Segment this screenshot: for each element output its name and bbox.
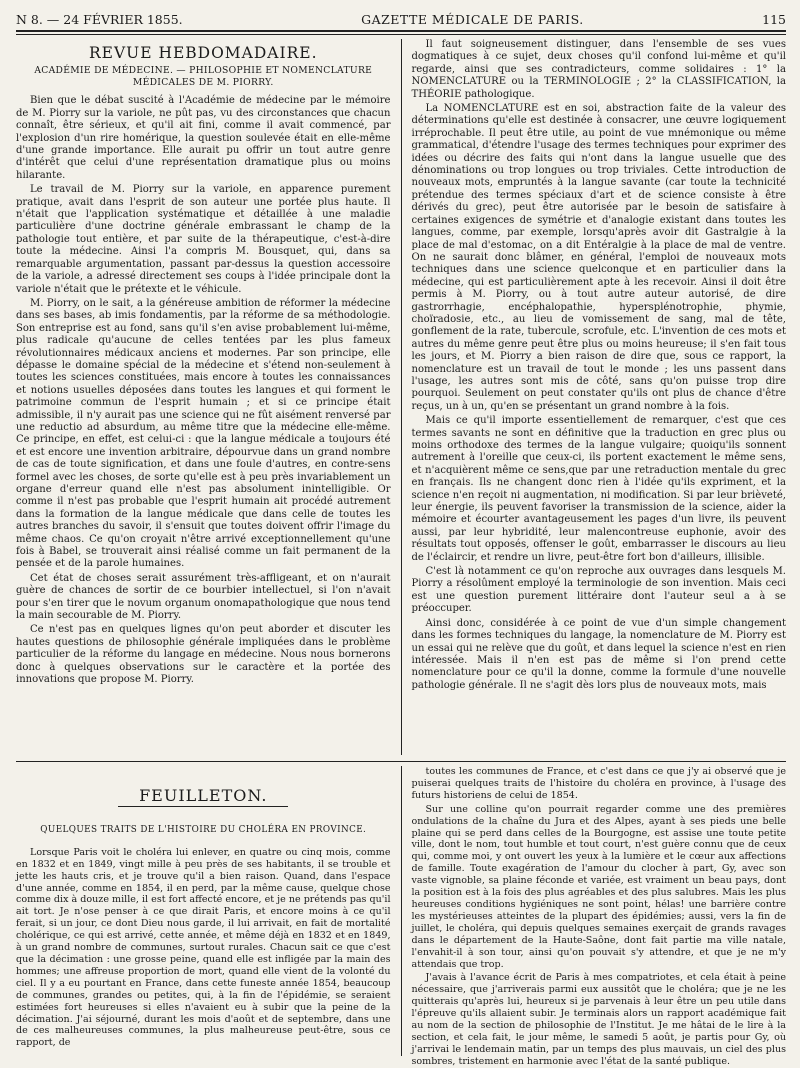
revue-paragraph: Ainsi donc, considérée à ce point de vue d'un simple changement dans les formes techniques du langage, la nomenclature de M. Piorry est un essai qui ne relève que du goût, et dans lequel la science n'est en rien intéressée. Mais il n'en est pas de même si l'on prend cette nomenclature pour ce qu'il la donne, comme la formule d'une nouvelle pathologie générale. Il ne s'agit dès lors plus de nouveaux mots, mais [411, 617, 786, 691]
feuilleton-paragraph: toutes les communes de France, et c'est dans ce que j'y ai observé que je puiserai quelques traits de l'histoire du choléra en province, à l'usage des futurs historiens de celui de 1854. [411, 766, 786, 801]
revue-paragraph: C'est là notamment ce qu'on reproche aux ouvrages dans lesquels M. Piorry a résolûment employé la terminologie de son invention. Mais ceci est une question purement littéraire dont l'auteur seul a à se préoccuper. [411, 566, 786, 615]
feuilleton-left-column [16, 766, 391, 1056]
column-divider [401, 766, 402, 1056]
revue-paragraph: Il faut soigneusement distinguer, dans l'ensemble de ses vues dogmatiques à ce sujet, deux choses qu'il confond lui-même et qu'il regarde, ainsi que ses contradicteurs, comme solidaires : 1° la NOMENCLATURE ou la TERMINOLOGIE ; 2° la CLASSIFICATION, la THÉORIE pathologique. [411, 39, 786, 100]
feuilleton-paragraph: Sur une colline qu'on pourrait regarder comme une des premières ondulations de la chaîne du Jura et des Alpes, ayant à ses pieds une belle plaine qui se perd dans celles de la Bourgogne, est assise une toute petite ville, dont le nom, tout humble et tout court, n'est guère connu que de ceux qui, comme moi, y ont ouvert les yeux à la lumière et le cœur aux affections de famille. Toute exagération de l'amour du clocher à part, Gy, avec son vaste vignoble, sa plaine féconde et variée, est vraiment un beau pays, dont la position est à la fois des plus agréables et des plus salubres. Mais les plus heureuses conditions hygiéniques ne sont point, hélas! une barrière contre les mystérieuses atteintes de la plupart des épidémies; aussi, vers la fin de juillet, le choléra, qui depuis quelques semaines exerçait de grands ravages dans le département de la Haute-Saône, dont fait partie ma ville natale, l'envahit-il à son tour, ainsi qu'on pouvait s'y attendre, et que je ne m'y attendais que trop. [411, 803, 786, 970]
revue-right-column [412, 39, 787, 755]
revue-left-column [16, 39, 391, 755]
revue-paragraph: Bien que le débat suscité à l'Académie de médecine par le mémoire de M. Piorry sur la variole, ne pût pas, vu des circonstances que chacun connaît, être sérieux, et qu'il ait fini, comme il avait commencé, par l'explosion d'un rire homérique, la question soulevée était en elle-même d'une grande importance. Elle aurait pu offrir un tout autre genre d'intérêt que celui d'une représentation dramatique plus ou moins hilarante. [16, 95, 391, 181]
revue-paragraph: La NOMENCLATURE est en soi, abstraction faite de la valeur des déterminations qu'elle est destinée à consacrer, une œuvre logiquement irréprochable. Il peut être utile, au point de vue mnémonique ou même grammatical, d'étendre l'usage des termes techniques pour exprimer des idées ou décrire des faits qui n'ont dans la langue usuelle que des dénominations ou trop longues ou trop triviales. Cette introduction de nouveaux mots, empruntés à la langue savante (car toute la technicité prétendue des termes spéciaux d'art et de science consiste à être dérivés du grec), peut être autorisée par le besoin de satisfaire à certaines exigences de symétrie et d'analogie existant dans toutes les langues, comme, par exemple, lorsqu'après avoir dit Gastralgie à la place de mal d'estomac, on a dit Entéralgie à la place de mal de ventre. On ne saurait donc blâmer, en général, l'emploi de nouveaux mots techniques dans une science quelconque et en particulier dans la médecine, qui est particulièrement apte à les recevoir. Ainsi il doit être permis à M. Piorry, ou à tout autre auteur autorisé, de dire gastrorrhagie, encéphalopathie, hypersplénotrophie, phymie, choïradosie, etc., au lieu de vomissement de sang, mal de tête, gonflement de la rate, tubercule, scrofule, etc. L'invention de ces mots et autres du même genre peut être plus ou moins heureuse; il s'en fait tous les jours, et M. Piorry a bien raison de dire que, sous ce rapport, la nomenclature est un travail de tout le monde ; les uns passent dans l'usage, les autres sont mis de côté, sans qu'on puisse trop dire pourquoi. Seulement on peut constater qu'ils ont plus de chance d'être reçus, un à un, qu'en se présentant un grand nombre à la fois. [411, 103, 786, 412]
revue-paragraph: Ce n'est pas en quelques lignes qu'on peut aborder et discuter les hautes questions de philosophie générale impliquées dans le problème particulier de la réforme du langage en médecine. Nous nous bornerons donc à quelques observations sur le caractère et la portée des innovations que propose M. Piorry. [16, 624, 391, 686]
revue-subtitle: ACADÉMIE DE MÉDECINE. — PHILOSOPHIE ET NOMENCLATURE MÉDICALES DE M. PIORRY. [34, 65, 373, 89]
feuilleton-paragraph: Lorsque Paris voit le choléra lui enlever, en quatre ou cinq mois, comme en 1832 et en 1849, vingt mille à peu près de ses habitants, il se trouble et jette les hauts cris, et je trouve qu'il a bien raison. Quand, dans l'espace d'une année, comme en 1854, il en perd, par la même cause, quelque chose comme dix à douze mille, il est fort affecté encore, et je ne prétends pas qu'il ait tort. Je n'ose penser à ce que dirait Paris, et encore moins à ce qu'il ferait, si un jour, ce dont Dieu nous garde, il lui arrivait, en fait de mortalité cholérique, ce qui est arrivé, cette année, et même déjà en 1832 et en 1849, à un grand nombre de communes, surtout rurales. Chacun sait ce que c'est que la décimation : une grosse peine, quand elle est infligée par la main des hommes; une affreuse proportion de mort, quand elle vient de la volonté du ciel. Il y a eu pourtant en France, dans cette funeste année 1854, beaucoup de communes, grandes ou petites, qui, à la fin de l'épidémie, se seraient estimées fort heureuses si elles n'avaient eu à subir que la peine de la décimation. J'ai séjourné, durant les mois d'août et de septembre, dans une de ces malheureuses communes, la plus malheureuse peut-être, sous ce rapport, de [16, 846, 391, 1049]
revue-title: REVUE HEBDOMADAIRE. [88, 44, 318, 62]
masthead [16, 12, 786, 28]
feuilleton-section [16, 766, 786, 1067]
feuilleton-right-column [411, 766, 787, 1067]
issue-date: N 8. — 24 FÉVRIER 1855. [16, 12, 183, 27]
feuilleton-paragraph: J'avais à l'avance écrit de Paris à mes compatriotes, et cela était à peine nécessaire, que j'arriverais parmi eux aussitôt que le choléra; que je ne les quitterais qu'après lui, heureux si je parvenais à leur être un peu utile dans l'épreuve qu'ils allaient subir. Je terminais alors un rapport académique fait au nom de la section de philosophie de l'Institut. Je me hâtai de le lire à la section, et cela fait, le jour même, le samedi 5 août, je partis pour Gy, où j'arrivai le lendemain matin, par un temps des plus mauvais, un ciel des plus sombres, tristement en harmonie avec l'état de la santé publique. [411, 972, 786, 1067]
masthead-rule [16, 30, 786, 35]
journal-title: GAZETTE MÉDICALE DE PARIS. [361, 12, 584, 27]
feuilleton-title-rule [118, 806, 288, 807]
revue-section [16, 39, 786, 755]
revue-paragraph: Mais ce qu'il importe essentiellement de remarquer, c'est que ces termes savants ne sont en définitive que la traduction en grec plus ou moins orthodoxe des termes de la langue vulgaire; quoiqu'ils sonnent autrement à l'oreille que ceux-ci, ils portent exactement le même sens, et n'acquièrent même ce sens,que par une retraduction mentale du grec en français. Ils ne changent donc rien à l'idée qu'ils expriment, et la science n'en reçoit ni augmentation, ni modification. Si par leur brièveté, leur énergie, ils peuvent favoriser la transmission de la science, aider la mémoire et écourter avantageusement les pages d'un livre, ils peuvent aussi, par leur hybridité, leur malencontreuse euphonie, avoir des résultats tout opposés, offenser le goût, embarrasser le discours au lieu de l'éclaircir, et rendre un livre, peut-être fort bon d'ailleurs, illisible. [411, 415, 786, 563]
page-number: 115 [762, 12, 786, 27]
section-rule [16, 761, 786, 762]
revue-paragraph: M. Piorry, on le sait, a la généreuse ambition de réformer la médecine dans ses bases, ab imis fondamentis, par la réforme de sa méthodologie. Son entreprise est au fond, sans qu'il s'en avise probablement lui-même, plus radicale qu'aucune de celles tentées par les plus fameux révolutionnaires médicaux anciens et modernes. Par son principe, elle dépasse le domaine spécial de la médecine et s'étend non-seulement à toutes les sciences constituées, mais encore à toutes les connaissances et notions usuelles déposées dans toutes les langues et qui forment le patrimoine commun de l'esprit humain ; et si ce principe était admissible, il n'y aurait pas une science qui ne fût aisément renversé par une reductio ad absurdum, au même titre que la médecine elle-même. Ce principe, en effet, est celui-ci : que la langue médicale a toujours été et est encore une invention arbitraire, dépourvue dans un grand nombre de cas de toute signification, et dans une foule d'autres, en contre-sens formel avec les choses, de sorte qu'elle est à peu près invariablement un organe d'erreur quand elle n'est pas absolument inintelligible. Or comme il n'est pas probable que l'esprit humain ait procédé autrement dans la formation de la langue médicale que dans celle de toutes les autres branches du savoir, il s'ensuit que toutes doivent offrir l'image du même chaos. Ce qu'on croyait n'être arrivé exceptionnellement qu'une fois à Babel, se trouverait ainsi réalisé comme un fait permanent de la pensée et de la parole humaines. [16, 297, 391, 570]
column-divider [401, 39, 402, 755]
feuilleton-title: FEUILLETON. [139, 786, 268, 805]
revue-paragraph: Le travail de M. Piorry sur la variole, en apparence purement pratique, avait dans l'esprit de son auteur une portée plus haute. Il n'était que l'application systématique et détaillée à une maladie particulière d'une doctrine générale embrassant le champ de la pathologie tout entière, et par suite de la thérapeutique, c'est-à-dire toute la médecine. Ainsi l'a compris M. Bousquet, qui, dans sa remarquable argumentation, passant par-dessus la question accessoire de la variole, a adressé directement ses coups à l'idée principale dont la variole n'était que le prétexte et le véhicule. [16, 184, 391, 295]
feuilleton-subtitle: QUELQUES TRAITS DE L'HISTOIRE DU CHOLÉRA EN PROVINCE. [40, 824, 367, 835]
revue-paragraph: Cet état de choses serait assurément très-affligeant, et on n'aurait guère de chances de sortir de ce bourbier intellectuel, si l'on n'avait pour s'en tirer que le novum organum onomapathologique que nous tend la main secourable de M. Piorry. [16, 572, 391, 622]
